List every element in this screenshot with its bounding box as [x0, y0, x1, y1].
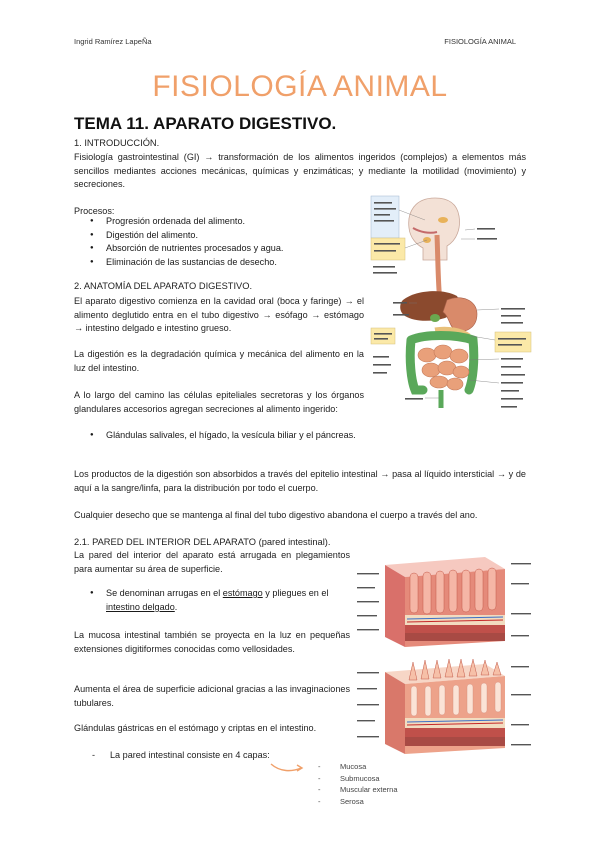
list-item: - Mucosa [318, 762, 367, 771]
procesos-list [74, 215, 364, 269]
procesos-label: Procesos: [74, 206, 115, 216]
list-item: ● Digestión del alimento. [74, 229, 364, 243]
list-item: ● Eliminación de las sustancias de desecho. [74, 256, 364, 270]
header-subject: FISIOLOGÍA ANIMAL [444, 37, 516, 46]
anatomy-paragraph-5: Cualquier desecho que se mantenga al final del tubo digestivo abandona el cuerpo a través del ano. [74, 510, 478, 520]
anatomy-paragraph-3: A lo largo del camino las células epiteliales secretoras y los órganos glandulares accesorios agregan secreciones al alimento ingerido: [74, 390, 364, 414]
section-1-heading: 1. INTRODUCCIÓN. [74, 138, 160, 148]
term-intestino-delgado: intestino delgado [106, 601, 175, 612]
capa-label: Serosa [340, 796, 364, 806]
wall-paragraph-4: Glándulas gástricas en el estómago y criptas en el intestino. [74, 723, 317, 733]
text-fragment: Se denominan arrugas en el [106, 588, 223, 598]
intestinal-wall-figure-1 [355, 553, 535, 651]
intro-paragraph: Fisiología gastrointestinal (GI) → transformación de los alimentos ingeridos (complejos) a elementos más sencillos mediantes acciones mecánicas, químicas y enzimáticas; y mediante la motilidad (movimiento) y secreciones. [74, 152, 526, 190]
header-author: Ingrid Ramírez LapeÑa [74, 37, 152, 46]
list-item: ● Glándulas salivales, el hígado, la vesícula biliar y el páncreas. [74, 429, 364, 443]
list-item: - Submucosa [318, 773, 380, 783]
curved-arrow-icon [268, 760, 308, 778]
page-title: FISIOLOGÍA ANIMAL [152, 70, 448, 103]
text-fragment: y pliegues en el [262, 588, 329, 598]
accessory-glands-list [74, 429, 364, 443]
list-item: ● Progresión ordenada del alimento. [74, 215, 364, 229]
list-item: - Muscular externa [318, 785, 398, 794]
capa-label: Muscular externa [340, 785, 398, 794]
folds-list [74, 587, 350, 614]
digestive-system-figure [365, 190, 535, 415]
section-2-1-heading: 2.1. PARED DEL INTERIOR DEL APARATO (pared intestinal). [74, 537, 331, 547]
capas-list [318, 761, 398, 807]
capa-label: Mucosa [340, 762, 367, 771]
wall-paragraph-2: La mucosa intestinal también se proyecta en la luz en pequeñas extensiones digitiformes conocidas como vellosidades. [74, 630, 350, 654]
intestinal-wall-figure-2 [355, 658, 535, 758]
list-item [74, 587, 350, 614]
wall-paragraph-1: La pared del interior del aparato está arrugada en plegamientos para aumentar su área de superficie. [74, 550, 350, 574]
list-item: - Serosa [318, 796, 364, 806]
list-item: ● Absorción de nutrientes procesados y agua. [74, 242, 364, 256]
capas-intro: - La pared intestinal consiste en 4 capas: [92, 750, 270, 760]
text-fragment: . [174, 601, 178, 612]
anatomy-paragraph-2: La digestión es la degradación química y mecánica del alimento en la luz del intestino. [74, 349, 364, 373]
section-2-heading: 2. ANATOMÍA DEL APARATO DIGESTIVO. [74, 281, 253, 291]
anatomy-paragraph-4: Los productos de la digestión son absorbidos a través del epitelio intestinal → pasa al líquido intersticial → y de aquí a la sangre/linfa, para la distribución por todo el cuerpo. [74, 469, 526, 493]
anatomy-paragraph-1: El aparato digestivo comienza en la cavidad oral (boca y faringe) → el alimento deglutido entra en el tubo digestivo → esófago → estómago → intestino delgado e intestino grueso. [74, 296, 364, 334]
capas-intro-text: La pared intestinal consiste en 4 capas: [110, 750, 270, 760]
term-estomago: estómago [222, 588, 263, 598]
capa-label: Submucosa [340, 773, 380, 783]
wall-paragraph-3: Aumenta el área de superficie adicional gracias a las invaginaciones tubulares. [74, 684, 350, 708]
tema-heading: TEMA 11. APARATO DIGESTIVO. [74, 114, 337, 133]
